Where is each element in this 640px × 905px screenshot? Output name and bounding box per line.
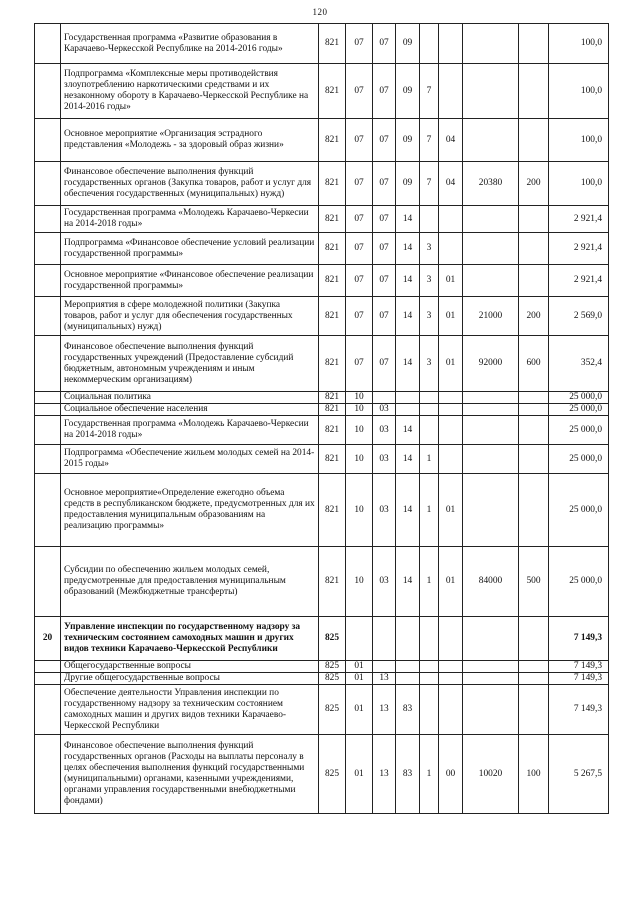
target-activity-code-cell: [439, 661, 463, 673]
target-subprogram-code-cell: [420, 617, 439, 661]
target-activity-code-cell: 01: [439, 297, 463, 336]
target-activity-code-cell: [439, 673, 463, 685]
row-number-cell: [35, 673, 61, 685]
ved-code-cell: 825: [319, 661, 346, 673]
target-program-code-cell: [396, 661, 420, 673]
row-name-cell: Подпрограмма «Финансовое обеспечение условий реализации государственной программы»: [61, 233, 319, 265]
target-program-code-cell: 09: [396, 119, 420, 162]
subsection-code-cell: [373, 661, 396, 673]
amount-cell: 25 000,0: [549, 547, 609, 617]
table-row: [35, 64, 609, 119]
target-activity-code-cell: [439, 416, 463, 445]
table-row: [35, 673, 609, 685]
ved-code-cell: 821: [319, 547, 346, 617]
target-subprogram-code-cell: 3: [420, 265, 439, 297]
target-direction-code-cell: [463, 474, 519, 547]
row-name-cell: Финансовое обеспечение выполнения функций государственных учреждений (Предоставление субсидий бюджетным, автономным учреждениям и иным некоммерческим организациям): [61, 336, 319, 392]
ved-code-cell: 821: [319, 416, 346, 445]
section-code-cell: 07: [346, 336, 373, 392]
target-program-code-cell: 09: [396, 64, 420, 119]
subsection-code-cell: 13: [373, 673, 396, 685]
ved-code-cell: 821: [319, 297, 346, 336]
target-program-code-cell: 14: [396, 336, 420, 392]
target-direction-code-cell: 21000: [463, 297, 519, 336]
target-direction-code-cell: [463, 206, 519, 233]
row-name-cell: Финансовое обеспечение выполнения функций государственных органов (Расходы на выплаты персоналу в целях обеспечения выполнения функций государственными (муниципальными) органами, казенными учреждениями, органами управления государственными внебюджетными фондами): [61, 735, 319, 814]
target-program-code-cell: 14: [396, 265, 420, 297]
row-number-cell: [35, 661, 61, 673]
section-code-cell: 07: [346, 265, 373, 297]
row-number-cell: [35, 64, 61, 119]
row-number-cell: [35, 297, 61, 336]
section-code-cell: 07: [346, 233, 373, 265]
table-row: [35, 404, 609, 416]
table-row: [35, 233, 609, 265]
subsection-code-cell: 03: [373, 445, 396, 474]
subsection-code-cell: 07: [373, 162, 396, 206]
subsection-code-cell: 07: [373, 64, 396, 119]
ved-code-cell: 821: [319, 336, 346, 392]
expense-type-code-cell: [519, 416, 549, 445]
row-name-cell: Общегосударственные вопросы: [61, 661, 319, 673]
section-code-cell: 07: [346, 297, 373, 336]
target-direction-code-cell: 10020: [463, 735, 519, 814]
amount-cell: 7 149,3: [549, 673, 609, 685]
amount-cell: 25 000,0: [549, 445, 609, 474]
row-name-cell: Управление инспекции по государственному надзору за техническим состоянием самоходных машин и других видов техники Карачаево-Черкесской Республики: [61, 617, 319, 661]
target-activity-code-cell: 01: [439, 336, 463, 392]
budget-table: [34, 23, 609, 814]
expense-type-code-cell: [519, 661, 549, 673]
row-number-cell: [35, 392, 61, 404]
section-code-cell: 07: [346, 24, 373, 64]
table-row: [35, 474, 609, 547]
expense-type-code-cell: [519, 24, 549, 64]
amount-cell: 352,4: [549, 336, 609, 392]
table-row: [35, 617, 609, 661]
section-code-cell: 07: [346, 119, 373, 162]
subsection-code-cell: 03: [373, 547, 396, 617]
target-subprogram-code-cell: 7: [420, 64, 439, 119]
table-row: [35, 206, 609, 233]
section-code-cell: [346, 617, 373, 661]
target-program-code-cell: 14: [396, 416, 420, 445]
row-name-cell: Государственная программа «Развитие образования в Карачаево-Черкесской Республике на 2014-2016 годы»: [61, 24, 319, 64]
subsection-code-cell: 03: [373, 404, 396, 416]
target-program-code-cell: [396, 617, 420, 661]
subsection-code-cell: 03: [373, 416, 396, 445]
section-code-cell: 01: [346, 735, 373, 814]
row-name-cell: Основное мероприятие «Финансовое обеспечение реализации государственной программы»: [61, 265, 319, 297]
row-number-cell: [35, 416, 61, 445]
target-program-code-cell: [396, 673, 420, 685]
target-subprogram-code-cell: 1: [420, 547, 439, 617]
target-subprogram-code-cell: 3: [420, 336, 439, 392]
row-number-cell: [35, 735, 61, 814]
table-row: [35, 685, 609, 735]
row-name-cell: Основное мероприятие «Организация эстрадного представления «Молодежь - за здоровый образ жизни»: [61, 119, 319, 162]
target-subprogram-code-cell: [420, 404, 439, 416]
target-activity-code-cell: [439, 404, 463, 416]
target-direction-code-cell: [463, 661, 519, 673]
target-subprogram-code-cell: 7: [420, 162, 439, 206]
section-code-cell: 01: [346, 673, 373, 685]
row-name-cell: Государственная программа «Молодежь Карачаево-Черкесии на 2014-2018 годы»: [61, 206, 319, 233]
expense-type-code-cell: [519, 265, 549, 297]
subsection-code-cell: 13: [373, 735, 396, 814]
target-program-code-cell: 09: [396, 162, 420, 206]
expense-type-code-cell: 200: [519, 162, 549, 206]
row-number-cell: [35, 265, 61, 297]
target-program-code-cell: 09: [396, 24, 420, 64]
target-program-code-cell: 14: [396, 297, 420, 336]
target-subprogram-code-cell: 7: [420, 119, 439, 162]
section-code-cell: 10: [346, 416, 373, 445]
amount-cell: 7 149,3: [549, 685, 609, 735]
target-activity-code-cell: 00: [439, 735, 463, 814]
subsection-code-cell: 03: [373, 474, 396, 547]
target-activity-code-cell: [439, 206, 463, 233]
ved-code-cell: 821: [319, 162, 346, 206]
ved-code-cell: 821: [319, 265, 346, 297]
target-subprogram-code-cell: [420, 685, 439, 735]
row-name-cell: Обеспечение деятельности Управления инспекции по государственному надзору за техническим состоянием самоходных машин и других видов техники Карачаево-Черкесской Республики: [61, 685, 319, 735]
row-number-cell: [35, 445, 61, 474]
amount-cell: 100,0: [549, 64, 609, 119]
expense-type-code-cell: [519, 64, 549, 119]
row-number-cell: [35, 24, 61, 64]
target-program-code-cell: 83: [396, 685, 420, 735]
expense-type-code-cell: 100: [519, 735, 549, 814]
row-name-cell: Социальное обеспечение населения: [61, 404, 319, 416]
table-row: [35, 392, 609, 404]
section-code-cell: 07: [346, 64, 373, 119]
amount-cell: 25 000,0: [549, 404, 609, 416]
row-number-cell: [35, 474, 61, 547]
section-code-cell: 01: [346, 661, 373, 673]
row-name-cell: Мероприятия в сфере молодежной политики (Закупка товаров, работ и услуг для обеспечения государственных (муниципальных) нужд): [61, 297, 319, 336]
target-program-code-cell: 14: [396, 233, 420, 265]
subsection-code-cell: 07: [373, 119, 396, 162]
target-activity-code-cell: 01: [439, 547, 463, 617]
target-subprogram-code-cell: [420, 416, 439, 445]
target-direction-code-cell: 84000: [463, 547, 519, 617]
target-direction-code-cell: 20380: [463, 162, 519, 206]
table-row: [35, 445, 609, 474]
subsection-code-cell: 07: [373, 206, 396, 233]
row-name-cell: Подпрограмма «Комплексные меры противодействия злоупотреблению наркотическими средствами и их незаконному обороту в Карачаево-Черкесской Республике на 2014-2016 годы»: [61, 64, 319, 119]
amount-cell: 100,0: [549, 119, 609, 162]
target-direction-code-cell: [463, 24, 519, 64]
row-name-cell: Финансовое обеспечение выполнения функций государственных органов (Закупка товаров, работ и услуг для обеспечения государственных (муниципальных) нужд): [61, 162, 319, 206]
ved-code-cell: 821: [319, 392, 346, 404]
amount-cell: 25 000,0: [549, 392, 609, 404]
target-activity-code-cell: [439, 685, 463, 735]
row-name-cell: Государственная программа «Молодежь Карачаево-Черкесии на 2014-2018 годы»: [61, 416, 319, 445]
section-code-cell: 01: [346, 685, 373, 735]
target-activity-code-cell: [439, 233, 463, 265]
target-activity-code-cell: [439, 64, 463, 119]
ved-code-cell: 821: [319, 24, 346, 64]
row-name-cell: Субсидии по обеспечению жильем молодых семей, предусмотренные для предоставления муниципальным образований (Межбюджетные трансферты): [61, 547, 319, 617]
target-program-code-cell: 14: [396, 206, 420, 233]
section-code-cell: 10: [346, 392, 373, 404]
ved-code-cell: 821: [319, 206, 346, 233]
target-program-code-cell: 14: [396, 547, 420, 617]
section-code-cell: 10: [346, 445, 373, 474]
section-code-cell: 07: [346, 206, 373, 233]
target-subprogram-code-cell: [420, 673, 439, 685]
target-activity-code-cell: 04: [439, 162, 463, 206]
target-subprogram-code-cell: [420, 24, 439, 64]
target-direction-code-cell: [463, 392, 519, 404]
target-direction-code-cell: [463, 685, 519, 735]
ved-code-cell: 821: [319, 64, 346, 119]
row-name-cell: Другие общегосударственные вопросы: [61, 673, 319, 685]
expense-type-code-cell: [519, 673, 549, 685]
ved-code-cell: 825: [319, 685, 346, 735]
amount-cell: 25 000,0: [549, 474, 609, 547]
amount-cell: 2 569,0: [549, 297, 609, 336]
ved-code-cell: 821: [319, 119, 346, 162]
row-number-cell: [35, 233, 61, 265]
target-direction-code-cell: [463, 233, 519, 265]
amount-cell: 7 149,3: [549, 617, 609, 661]
target-direction-code-cell: [463, 64, 519, 119]
table-row: [35, 661, 609, 673]
table-row: [35, 119, 609, 162]
target-direction-code-cell: [463, 265, 519, 297]
ved-code-cell: 821: [319, 404, 346, 416]
subsection-code-cell: 07: [373, 24, 396, 64]
expense-type-code-cell: 600: [519, 336, 549, 392]
expense-type-code-cell: 500: [519, 547, 549, 617]
target-direction-code-cell: 92000: [463, 336, 519, 392]
target-direction-code-cell: [463, 404, 519, 416]
target-direction-code-cell: [463, 445, 519, 474]
expense-type-code-cell: [519, 233, 549, 265]
amount-cell: 2 921,4: [549, 206, 609, 233]
page-number: 120: [312, 7, 328, 17]
amount-cell: 25 000,0: [549, 416, 609, 445]
target-subprogram-code-cell: 1: [420, 735, 439, 814]
expense-type-code-cell: [519, 685, 549, 735]
row-number-cell: [35, 547, 61, 617]
target-subprogram-code-cell: [420, 206, 439, 233]
ved-code-cell: 825: [319, 735, 346, 814]
target-program-code-cell: [396, 404, 420, 416]
amount-cell: 2 921,4: [549, 265, 609, 297]
subsection-code-cell: 07: [373, 265, 396, 297]
target-activity-code-cell: 01: [439, 474, 463, 547]
target-activity-code-cell: [439, 617, 463, 661]
expense-type-code-cell: [519, 474, 549, 547]
subsection-code-cell: 13: [373, 685, 396, 735]
row-name-cell: Подпрограмма «Обеспечение жильем молодых семей на 2014-2015 годы»: [61, 445, 319, 474]
table-row: [35, 297, 609, 336]
target-activity-code-cell: [439, 392, 463, 404]
amount-cell: 5 267,5: [549, 735, 609, 814]
target-program-code-cell: [396, 392, 420, 404]
table-row: [35, 735, 609, 814]
amount-cell: 100,0: [549, 162, 609, 206]
subsection-code-cell: 07: [373, 336, 396, 392]
expense-type-code-cell: [519, 206, 549, 233]
subsection-code-cell: 07: [373, 297, 396, 336]
target-direction-code-cell: [463, 617, 519, 661]
ved-code-cell: 825: [319, 617, 346, 661]
subsection-code-cell: [373, 392, 396, 404]
expense-type-code-cell: 200: [519, 297, 549, 336]
amount-cell: 7 149,3: [549, 661, 609, 673]
row-name-cell: Социальная политика: [61, 392, 319, 404]
row-number-cell: [35, 206, 61, 233]
table-row: [35, 162, 609, 206]
row-number-cell: [35, 685, 61, 735]
section-code-cell: 10: [346, 547, 373, 617]
expense-type-code-cell: [519, 392, 549, 404]
target-subprogram-code-cell: [420, 661, 439, 673]
target-subprogram-code-cell: 3: [420, 233, 439, 265]
ved-code-cell: 821: [319, 233, 346, 265]
target-activity-code-cell: [439, 24, 463, 64]
table-row: [35, 547, 609, 617]
target-program-code-cell: 14: [396, 474, 420, 547]
subsection-code-cell: [373, 617, 396, 661]
target-activity-code-cell: 04: [439, 119, 463, 162]
expense-type-code-cell: [519, 445, 549, 474]
target-subprogram-code-cell: 3: [420, 297, 439, 336]
target-subprogram-code-cell: 1: [420, 445, 439, 474]
amount-cell: 2 921,4: [549, 233, 609, 265]
target-direction-code-cell: [463, 119, 519, 162]
section-code-cell: 10: [346, 404, 373, 416]
target-direction-code-cell: [463, 416, 519, 445]
ved-code-cell: 821: [319, 474, 346, 547]
table-row: [35, 24, 609, 64]
target-program-code-cell: 83: [396, 735, 420, 814]
expense-type-code-cell: [519, 119, 549, 162]
target-subprogram-code-cell: 1: [420, 474, 439, 547]
row-number-cell: [35, 162, 61, 206]
ved-code-cell: 821: [319, 445, 346, 474]
row-number-cell: [35, 119, 61, 162]
table-row: [35, 265, 609, 297]
expense-type-code-cell: [519, 617, 549, 661]
target-activity-code-cell: [439, 445, 463, 474]
row-number-cell: [35, 404, 61, 416]
target-subprogram-code-cell: [420, 392, 439, 404]
subsection-code-cell: 07: [373, 233, 396, 265]
row-number-cell: 20: [35, 617, 61, 661]
table-row: [35, 336, 609, 392]
table-row: [35, 416, 609, 445]
row-number-cell: [35, 336, 61, 392]
section-code-cell: 07: [346, 162, 373, 206]
row-name-cell: Основное мероприятие«Определение ежегодно объема средств в республиканском бюджете, предусмотренных для их предоставления муниципальным образованиям на реализацию программы»: [61, 474, 319, 547]
target-direction-code-cell: [463, 673, 519, 685]
section-code-cell: 10: [346, 474, 373, 547]
target-activity-code-cell: 01: [439, 265, 463, 297]
target-program-code-cell: 14: [396, 445, 420, 474]
amount-cell: 100,0: [549, 24, 609, 64]
ved-code-cell: 825: [319, 673, 346, 685]
expense-type-code-cell: [519, 404, 549, 416]
